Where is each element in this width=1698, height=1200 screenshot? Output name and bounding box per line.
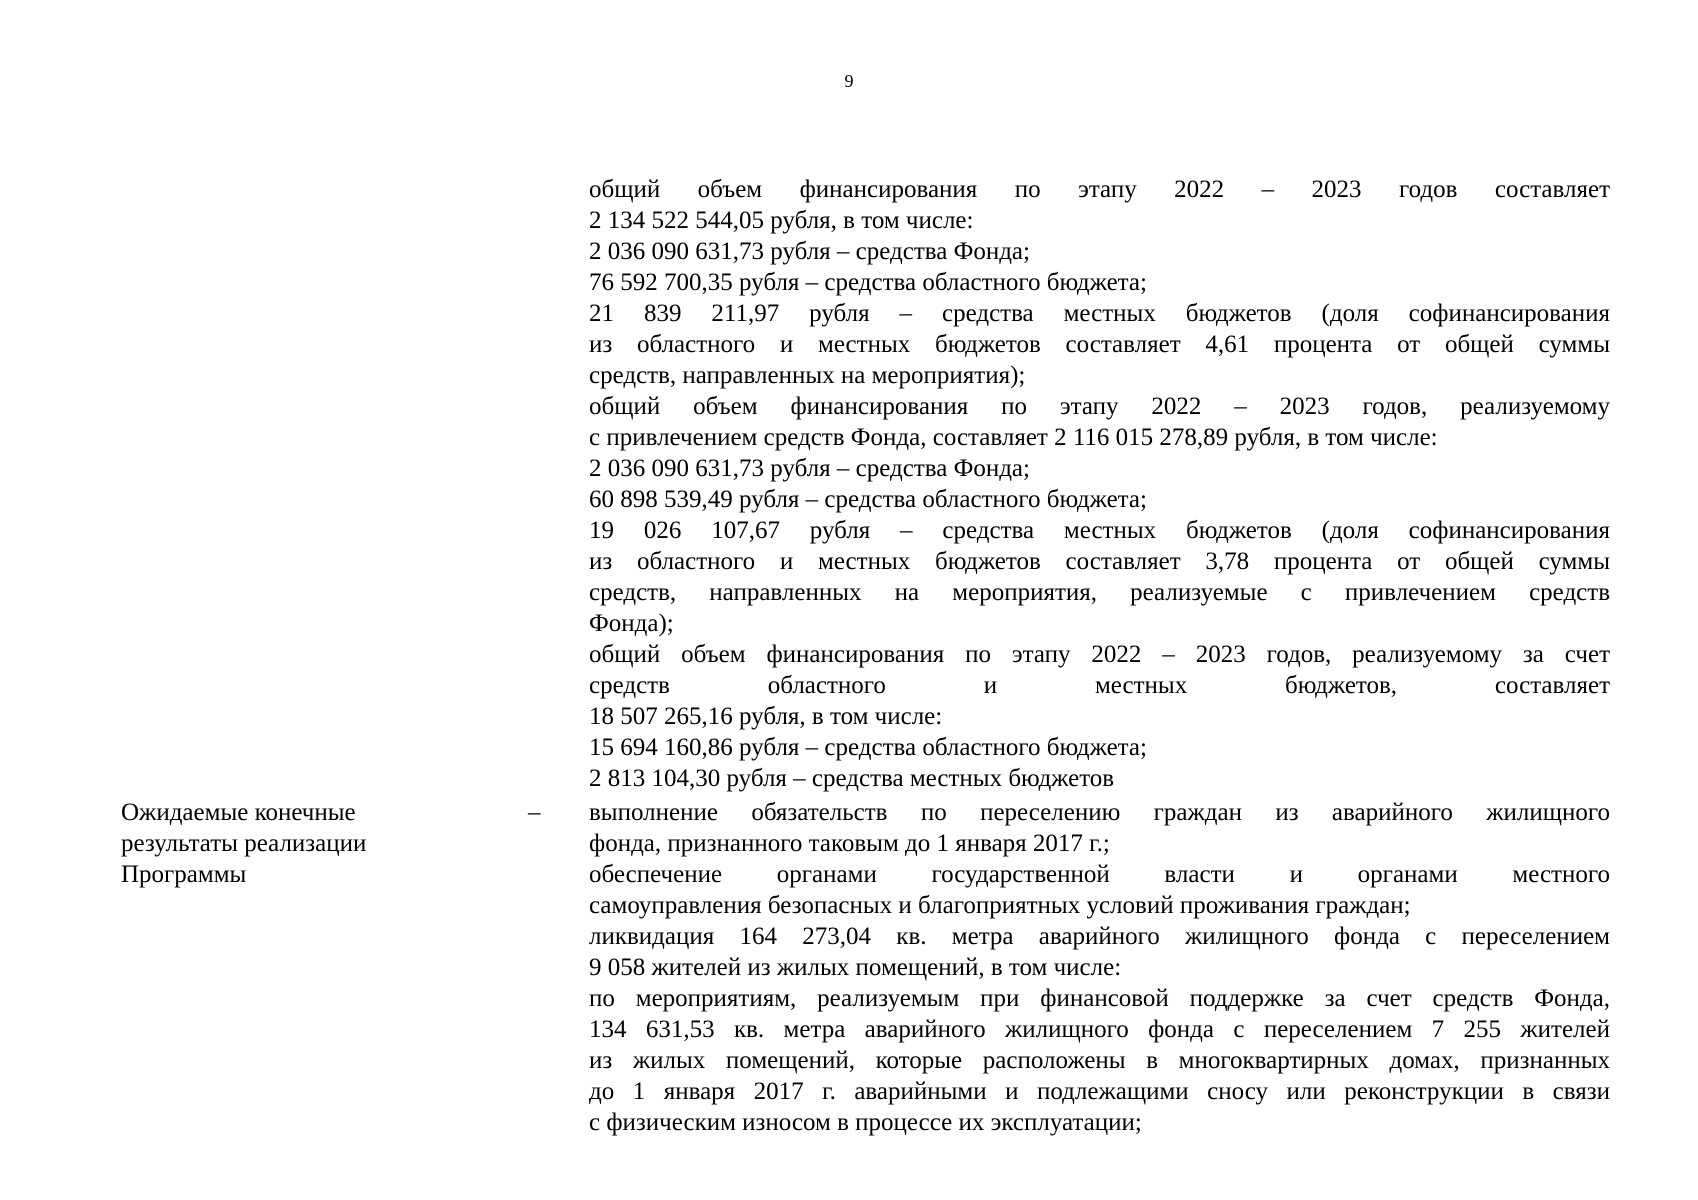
text-line: фонда, признанного таковым до 1 января 2017 г.; (589, 830, 1110, 857)
results-text-block (589, 797, 1610, 1138)
results-paragraph-2 (589, 859, 1610, 921)
funding-paragraph-2 (589, 236, 1610, 267)
text-line: 18 507 265,16 рубля, в том числе: (589, 703, 943, 730)
label-line: результаты реализации (121, 830, 367, 857)
text-line: из областного и местных бюджетов составляет 4,61 процента от общей суммы (589, 331, 1610, 358)
text-line: общий объем финансирования по этапу 2022 – 2023 годов составляет (589, 176, 1610, 203)
funding-paragraph-8 (589, 515, 1610, 639)
text-line: самоуправления безопасных и благоприятных условий проживания граждан; (589, 892, 1411, 919)
results-label (121, 797, 441, 890)
text-line: 76 592 700,35 рубля – средства областного бюджета; (589, 269, 1147, 296)
text-line: 15 694 160,86 рубля – средства областного бюджета; (589, 734, 1147, 761)
label-line: Программы (121, 861, 247, 888)
funding-paragraph-3 (589, 267, 1610, 298)
results-paragraph-1 (589, 797, 1610, 859)
text-line: общий объем финансирования по этапу 2022 – 2023 годов, реализуемому (589, 393, 1610, 420)
text-line: по мероприятиям, реализуемым при финансовой поддержке за счет средств Фонда, (589, 985, 1610, 1012)
text-line: из областного и местных бюджетов составляет 3,78 процента от общей суммы (589, 548, 1610, 575)
funding-paragraph-1 (589, 174, 1610, 236)
text-line: 21 839 211,97 рубля – средства местных бюджетов (доля софинансирования (589, 300, 1610, 327)
text-line: 2 036 090 631,73 рубля – средства Фонда; (589, 238, 1030, 265)
page-number: 9 (844, 71, 854, 91)
results-paragraph-3 (589, 921, 1610, 983)
text-line: 19 026 107,67 рубля – средства местных бюджетов (доля софинансирования (589, 517, 1610, 544)
text-line: с физическим износом в процессе их эксплуатации; (589, 1109, 1142, 1136)
funding-paragraph-4 (589, 298, 1610, 391)
text-line: 2 813 104,30 рубля – средства местных бюджетов (589, 765, 1115, 792)
text-line: до 1 января 2017 г. аварийными и подлежащими сносу или реконструкции в связи (589, 1078, 1610, 1105)
text-line: 134 631,53 кв. метра аварийного жилищного фонда с переселением 7 255 жителей (589, 1016, 1610, 1043)
text-line: общий объем финансирования по этапу 2022 – 2023 годов, реализуемому за счет (589, 641, 1610, 668)
text-line: ликвидация 164 273,04 кв. метра аварийного жилищного фонда с переселением (589, 923, 1610, 950)
text-line: 9 058 жителей из жилых помещений, в том числе: (589, 954, 1122, 981)
text-line: средств областного и местных бюджетов, составляет (589, 672, 1610, 699)
funding-paragraph-10 (589, 732, 1610, 763)
results-paragraph-4 (589, 983, 1610, 1138)
text-line: средств, направленных на мероприятия); (589, 362, 1026, 389)
funding-paragraph-11 (589, 763, 1610, 794)
funding-paragraph-6 (589, 453, 1610, 484)
funding-text-block (589, 174, 1610, 794)
text-line: 2 036 090 631,73 рубля – средства Фонда; (589, 455, 1030, 482)
label-line: Ожидаемые конечные (121, 799, 356, 826)
text-line: 60 898 539,49 рубля – средства областного бюджета; (589, 486, 1147, 513)
text-line: Фонда); (589, 610, 674, 637)
text-line: обеспечение органами государственной власти и органами местного (589, 861, 1610, 888)
funding-paragraph-5 (589, 391, 1610, 453)
results-dash: – (528, 799, 541, 826)
text-line: средств, направленных на мероприятия, реализуемые с привлечением средств (589, 579, 1610, 606)
text-line: с привлечением средств Фонда, составляет 2 116 015 278,89 рубля, в том числе: (589, 424, 1438, 451)
text-line: 2 134 522 544,05 рубля, в том числе: (589, 207, 974, 234)
text-line: из жилых помещений, которые расположены в многоквартирных домах, признанных (589, 1047, 1610, 1074)
funding-paragraph-7 (589, 484, 1610, 515)
funding-paragraph-9 (589, 639, 1610, 732)
text-line: выполнение обязательств по переселению граждан из аварийного жилищного (589, 799, 1610, 826)
